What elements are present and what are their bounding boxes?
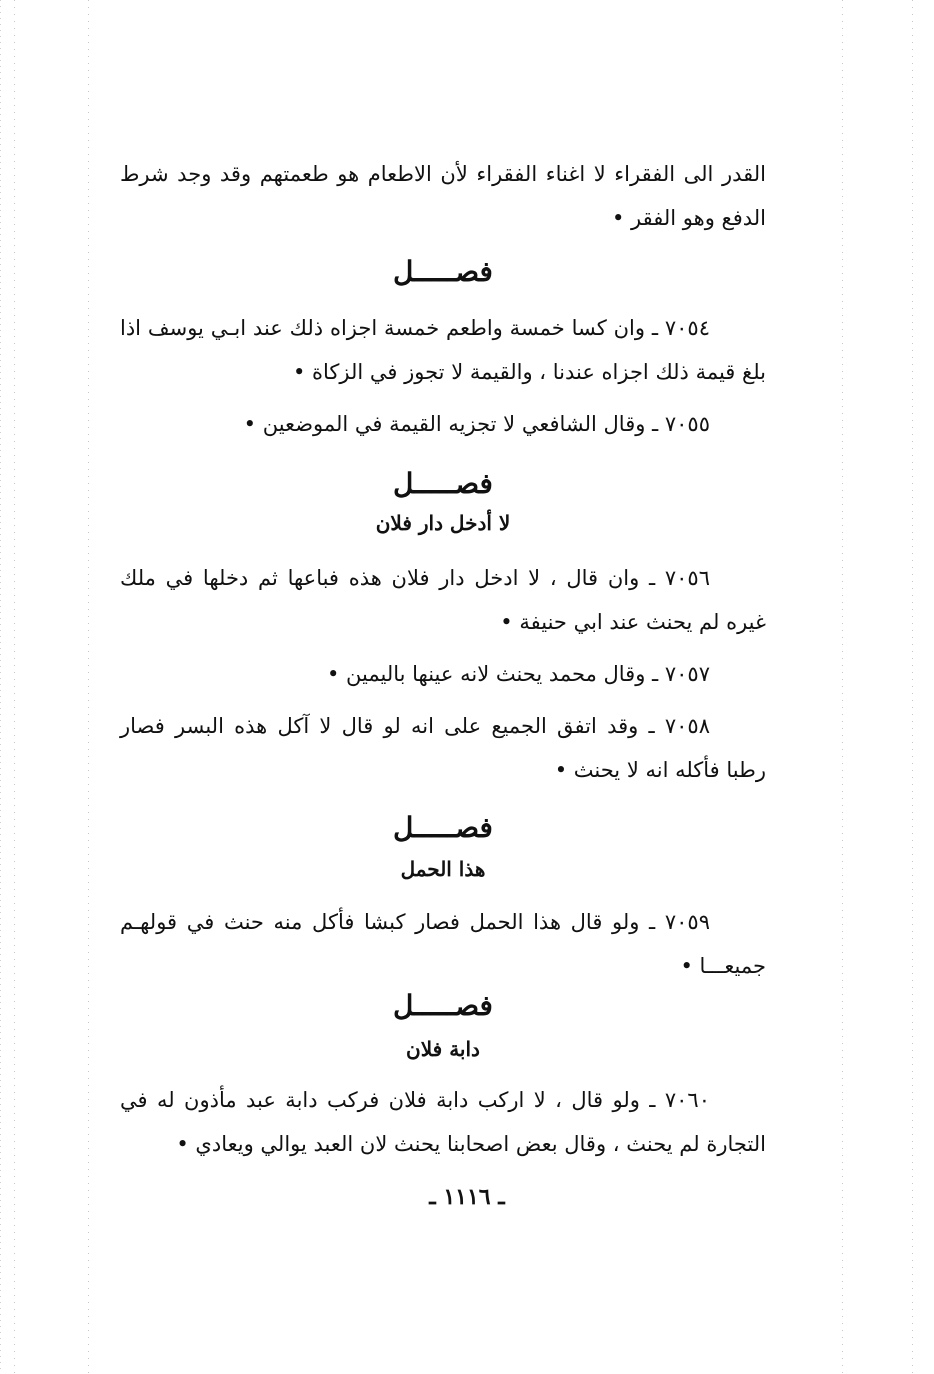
paragraphs-7054-7055 (120, 306, 766, 446)
scan-guide-line (88, 0, 89, 1374)
scan-guide-line (14, 0, 15, 1374)
paragraphs-7056-7058 (120, 556, 766, 792)
paragraph-7060-block (120, 1078, 766, 1166)
section-heading-fasl: فصـــــل (393, 467, 493, 500)
section-subheading: لا أدخل دار فلان (375, 511, 511, 535)
section-heading-fasl: فصـــــل (393, 255, 493, 288)
scan-guide-line (842, 0, 843, 1374)
paragraph-7059: ٧٠٥٩ ـ ولو قال هذا الحمل فصار كبشا فأكل منه حنث في قولهـم جميعـــا • (120, 910, 766, 978)
paragraph-7058: ٧٠٥٨ ـ وقد اتفق الجميع على انه لو قال لا آكل هذه البسر فصار رطبا فأكله انه لا يحنث • (120, 714, 766, 782)
intro-paragraph-block (120, 152, 766, 240)
page-number: ـ ١١١٦ ـ (429, 1184, 505, 1210)
section-heading-fasl: فصـــــل (393, 811, 493, 844)
paragraph-7060: ٧٠٦٠ ـ ولو قال ، لا اركب دابة فلان فركب دابة عبد مأذون له في التجارة لم يحنث ، وقال بعض اصحابنا يحنث لان العبد يوالي ويعادي • (120, 1088, 766, 1156)
paragraph-7059-block (120, 900, 766, 988)
intro-paragraph: القدر الى الفقراء لا اغناء الفقراء لأن الاطعام هو طعمتهم وقد وجد شرط الدفع وهو الفقر • (120, 162, 766, 230)
section-heading-fasl: فصـــــل (393, 989, 493, 1022)
section-subheading: هذا الحمل (400, 857, 486, 881)
scan-guide-line (912, 0, 913, 1374)
section-subheading: دابة فلان (406, 1037, 480, 1061)
paragraph-7057: ٧٠٥٧ ـ وقال محمد يحنث لانه عينها باليمين • (326, 662, 710, 686)
paragraph-7056: ٧٠٥٦ ـ وان قال ، لا ادخل دار فلان هذه فباعها ثم دخلها في ملك غيره لم يحنث عند ابي حنيفة • (120, 566, 766, 634)
paragraph-7054: ٧٠٥٤ ـ وان كسا خمسة واطعم خمسة اجزاه ذلك عند ابـي يوسف اذا بلغ قيمة ذلك اجزاه عندنا ، والقيمة لا تجوز في الزكاة • (120, 316, 766, 384)
paragraph-7055: ٧٠٥٥ ـ وقال الشافعي لا تجزيه القيمة في الموضعين • (243, 412, 710, 436)
